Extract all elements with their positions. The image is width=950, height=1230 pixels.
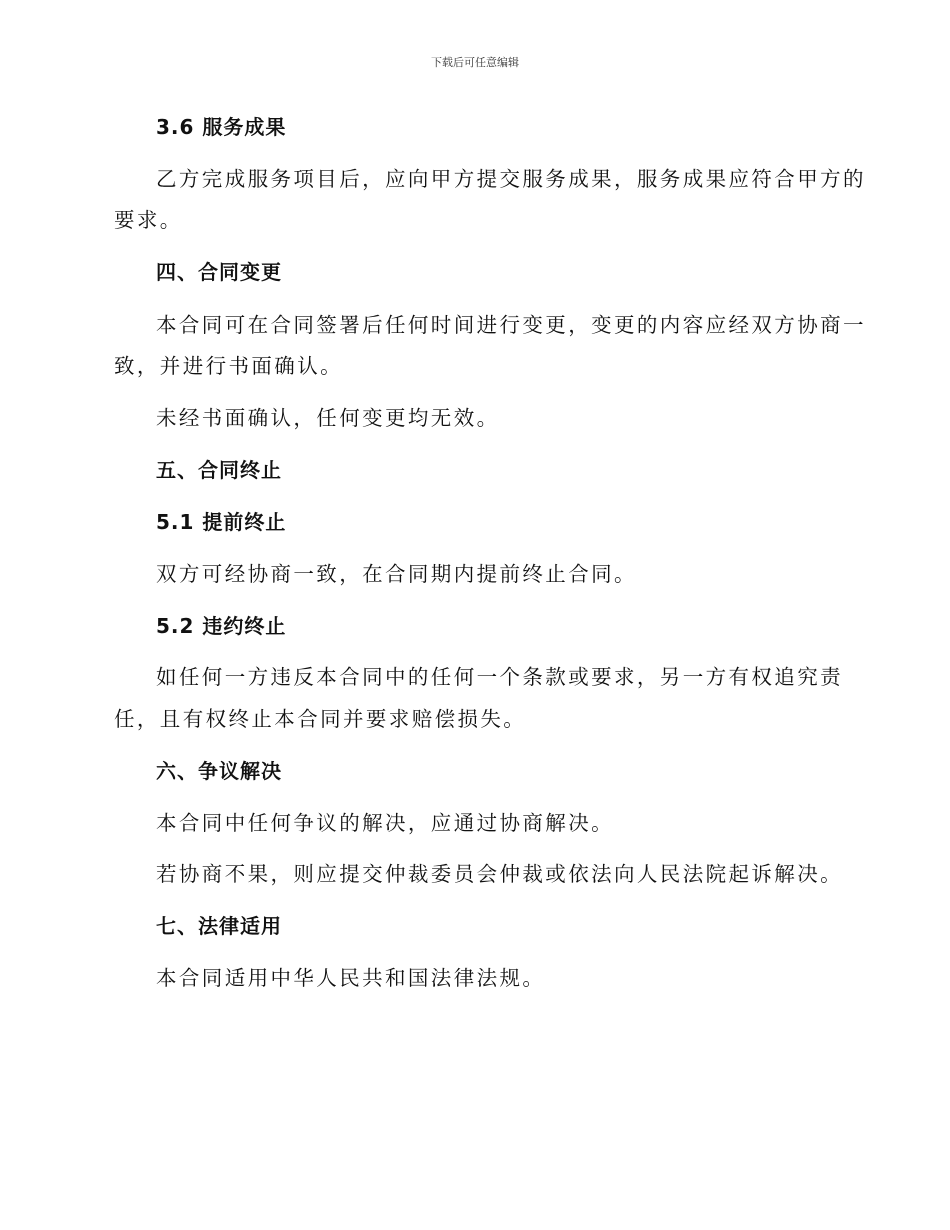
section-heading: 六、争议解决 xyxy=(156,759,282,783)
paragraph-line: 本合同可在合同签署后任何时间进行变更，变更的内容应经双方协商一 xyxy=(156,313,866,337)
section-heading: 七、法律适用 xyxy=(156,914,282,938)
paragraph-line: 乙方完成服务项目后，应向甲方提交服务成果，服务成果应符合甲方的 xyxy=(156,167,866,191)
section-heading: 五、合同终止 xyxy=(156,458,282,482)
paragraph-line: 本合同适用中华人民共和国法律法规。 xyxy=(156,966,546,990)
paragraph-line: 双方可经协商一致，在合同期内提前终止合同。 xyxy=(156,562,637,586)
paragraph-line: 若协商不果，则应提交仲裁委员会仲裁或依法向人民法院起诉解决。 xyxy=(156,862,843,886)
paragraph-line: 未经书面确认，任何变更均无效。 xyxy=(156,406,500,430)
subsection-heading: 5.1 提前终止 xyxy=(156,510,287,534)
subsection-heading: 5.2 违约终止 xyxy=(156,614,287,638)
page-header: 下载后可任意编辑 xyxy=(431,56,519,69)
paragraph-line: 本合同中任何争议的解决，应通过协商解决。 xyxy=(156,811,614,835)
section-heading: 四、合同变更 xyxy=(156,260,282,284)
section-heading: 3.6 服务成果 xyxy=(156,115,287,139)
paragraph-line: 如任何一方违反本合同中的任何一个条款或要求，另一方有权追究责 xyxy=(156,665,843,689)
paragraph-line: 任，且有权终止本合同并要求赔偿损失。 xyxy=(114,707,527,731)
paragraph-line: 要求。 xyxy=(114,208,183,232)
paragraph-line: 致，并进行书面确认。 xyxy=(114,354,343,378)
